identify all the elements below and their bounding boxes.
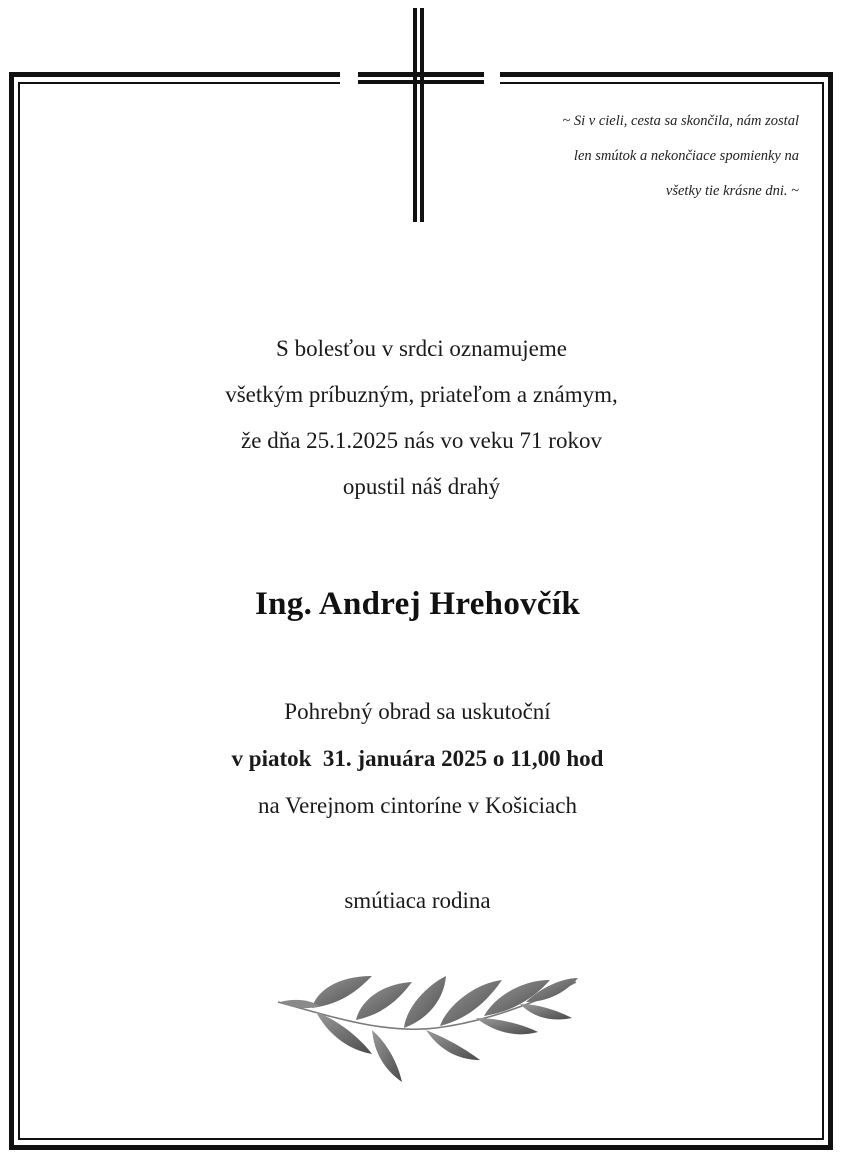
olive-branch-icon <box>276 968 582 1092</box>
quote-line: všetky tie krásne dni. ~ <box>665 183 799 199</box>
memorial-quote <box>459 104 799 209</box>
announcement-line: opustil náš drahý <box>342 474 501 499</box>
announcement-text <box>0 326 843 510</box>
ceremony-intro: Pohrebný obrad sa uskutoční <box>284 699 551 724</box>
announcement-line: všetkým príbuzným, priateľom a známym, <box>225 382 618 407</box>
ceremony-date-time: v piatok 31. januára 2025 o 11,00 hod <box>231 746 604 771</box>
signature-family: smútiaca rodina <box>344 888 491 913</box>
announcement-line: že dňa 25.1.2025 nás vo veku 71 rokov <box>241 428 602 453</box>
ceremony-location: na Verejnom cintoríne v Košiciach <box>258 793 577 818</box>
quote-line: ~ Si v cieli, cesta sa skončila, nám zostal <box>562 113 799 129</box>
deceased-name: Ing. Andrej Hrehovčík <box>254 586 581 622</box>
ceremony-details <box>0 688 835 829</box>
announcement-line: S bolesťou v srdci oznamujeme <box>276 336 567 361</box>
quote-line: len smútok a nekončiace spomienky na <box>573 148 799 164</box>
